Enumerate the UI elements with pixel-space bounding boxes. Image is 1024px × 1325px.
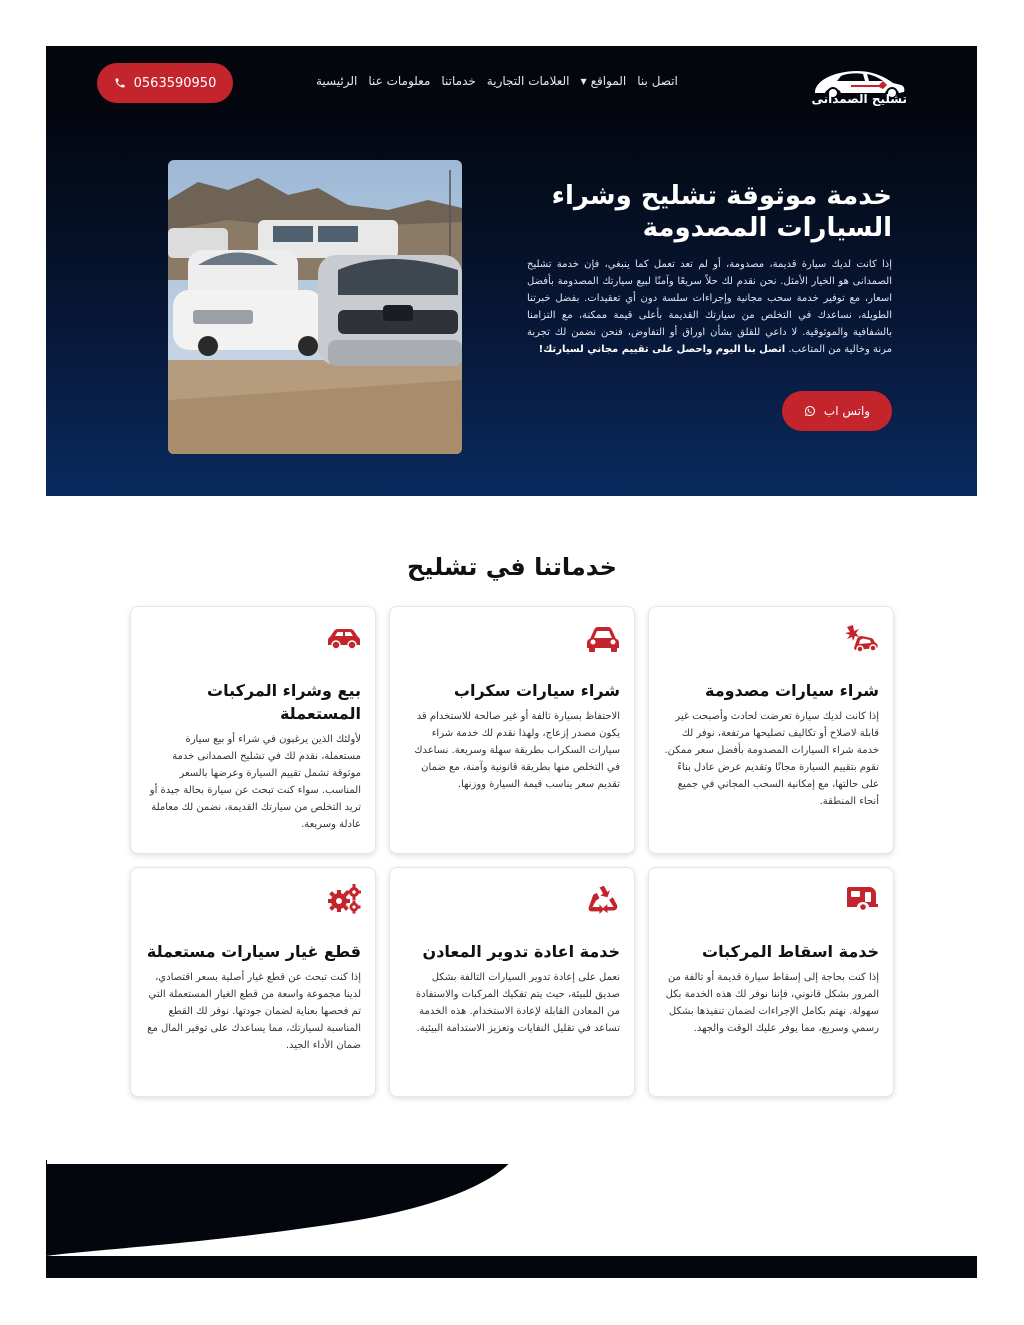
phone-number: 0563590950 [133,75,217,91]
recycle-icon [586,884,620,914]
services-title: خدماتنا في تشليح [407,553,617,581]
card-icon-wrap [404,884,620,916]
card-icon-wrap [145,623,361,655]
card-title: قطع غيار سيارات مستعملة [146,942,361,961]
hero-description: إذا كانت لديك سيارة قديمة، مصدومة، أو لم تعد تعمل كما ينبغي، فإن خدمة تشليح الصمدانى هو الخيار الأمثل. نحن نقدم لك حلاً سريعًا وآمنًا لبيع سيارتك المصدومة بأفضل اسعار، مع توفير خدمة سحب مجانية وإجراءات سلسة دون أي تعقيدات. بفضل خبرتنا الطويلة، نساعدك في التخلص من سيارتك القديمة بأعلى قيمة ممكنة، مع التزامنا بالشفافية والموثوقية. لا داعي للقلق بشأن اوراق أو التفاوض، فنحن نضمن لك تجربة مرنة وخالية من المتاعب. [527,259,892,355]
services-grid [130,606,894,1097]
car-crash-icon [845,623,879,653]
card-icon-wrap [663,884,879,916]
phone-icon [114,77,126,89]
service-card-used-parts[interactable] [130,867,376,1097]
card-title: خدمة اسقاط المركبات [702,942,879,961]
hero-paragraph [527,256,892,358]
service-card-vehicle-deregistration[interactable] [648,867,894,1097]
nav-locations[interactable] [581,74,627,88]
nav-home[interactable]: الرئيسية [316,74,358,88]
card-icon-wrap [404,623,620,655]
nav-locations-label: المواقع [590,74,627,88]
card-icon-wrap [663,623,879,655]
card-text: إذا كنت تبحث عن قطع غيار أصلية بسعر اقتصادي، لدينا مجموعة واسعة من قطع الغيار المستعملة التي تم فحصها بعناية لضمان جودتها. نوفر لك القطع المناسبة لسيارتك، مما يساعدك على توفير المال مع ضمان الأداء الجيد. [147,972,361,1051]
nav-brands[interactable]: العلامات التجارية [486,74,570,88]
phone-button[interactable] [97,63,233,103]
logo-text: تشليح الصمدانى [811,92,907,106]
nav-services[interactable]: خدماتنا [441,74,476,88]
hero-junkyard-image [168,160,462,454]
card-text: لأولئك الذين يرغبون في شراء أو بيع سيارة مستعملة، نقدم لك في تشليح الصمدانى خدمة موثوقة تشمل تقييم السيارة وعرضها بالسعر المناسب. سواء كنت تبحث عن سيارة بحالة جيدة أو تريد التخلص من سيارتك القديمة، نضمن لك معاملة عادلة وسريعة. [149,734,361,830]
card-title: بيع وشراء المركبات المستعملة [207,681,361,723]
caravan-icon [845,884,879,914]
card-icon-wrap [145,884,361,916]
card-text: إذا كنت بحاجة إلى إسقاط سيارة قديمة أو تالفة من المرور بشكل قانوني، فإننا نوفر لك هذه الخدمة بكل سهولة. نهتم بكامل الإجراءات لضمان تنفيذها بشكل رسمي وسريع، مما يوفر عليك الوقت والجهد. [665,972,879,1034]
service-card-metal-recycling[interactable] [389,867,635,1097]
whatsapp-button[interactable] [782,391,892,431]
gears-icon [327,884,361,914]
service-card-used-vehicles[interactable] [130,606,376,854]
card-text: إذا كانت لديك سيارة تعرضت لحادث وأصبحت غير قابلة لاصلاح أو تكاليف تصليحها مرتفعة، نوفر لك خدمة شراء السيارات المصدومة بأفضل سعر ممكن. نقوم بتقييم السيارة مجانًا وتقديم عرض عادل بناءً على حالتها، مع إمكانية السحب المجاني في جميع أنحاء المنطقة. [664,711,879,807]
car-icon [586,623,620,653]
whatsapp-label: واتس اب [823,404,871,418]
footer-wave-shape [46,1160,977,1278]
main-nav [316,74,678,88]
page-frame [46,46,977,496]
car-side-icon [327,623,361,653]
site-header [46,46,977,118]
hero-title: خدمة موثوقة تشليح وشراء السيارات المصدومة [551,181,892,243]
nav-about[interactable]: معلومات عنا [368,74,431,88]
card-title: شراء سيارات سكراب [453,681,620,700]
nav-contact[interactable]: اتصل بنا [637,74,678,88]
whatsapp-icon [804,405,816,417]
chevron-down-icon: ▼ [580,76,587,86]
card-text: نعمل على إعادة تدوير السيارات التالفة بشكل صديق للبيئة، حيث يتم تفكيك المركبات والاستفادة من المعادن القابلة لإعادة الاستخدام. هذه الخدمة تساعد في تقليل النفايات وتعزيز الاستدامة البيئية. [415,972,620,1034]
hero-section [46,118,977,496]
hero-cta-text: اتصل بنا اليوم واحصل على تقييم مجاني لسيارتك! [538,344,786,355]
service-card-scrap-cars[interactable] [389,606,635,854]
card-title: خدمة اعادة تدوير المعادن [422,942,620,961]
service-card-damaged-cars[interactable] [648,606,894,854]
card-title: شراء سيارات مصدومة [704,681,879,700]
card-text: الاحتفاظ بسيارة تالفة أو غير صالحة للاستخدام قد يكون مصدر إزعاج، ولهذا نقدم لك خدمة شراء سيارات السكراب بطريقة سهلة وسريعة. نساعدك في التخلص منها بطريقة قانونية وآمنة، مع ضمان تقديم سعر يناسب قيمة السيارة ووزنها. [414,711,620,790]
